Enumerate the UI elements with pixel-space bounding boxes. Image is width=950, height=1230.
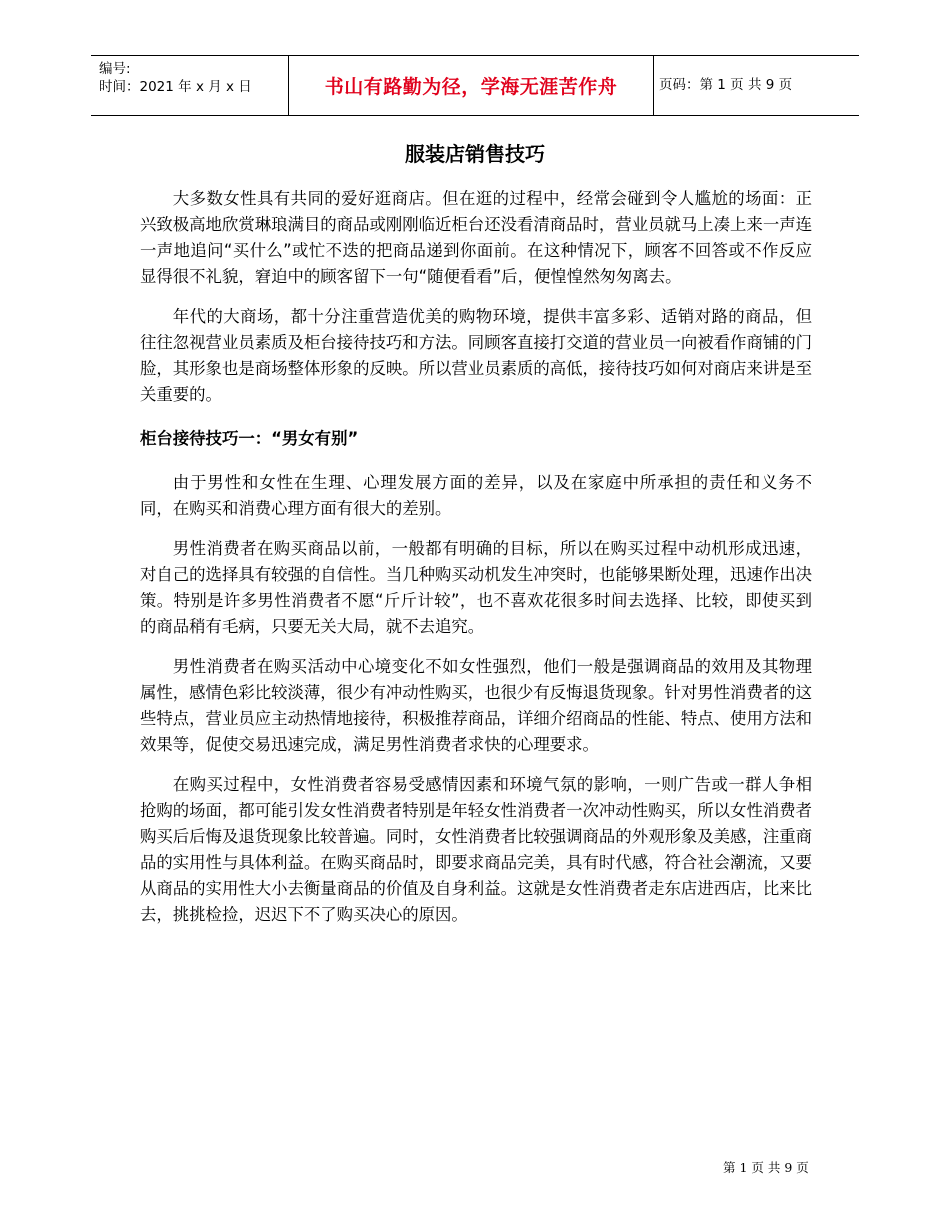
section-paragraph-3: 男性消费者在购买活动中心境变化不如女性强烈，他们一般是强调商品的效用及其物理属性，感情色彩比较淡薄，很少有冲动性购买，也很少有反悔退货现象。针对男性消费者的这些特点，营业员应主动热情地接待，积极推荐商品，详细介绍商品的性能、特点、使用方法和效果等，促使交易迅速完成，满足男性消费者求快的心理要求。 xyxy=(140,657,813,754)
header-page-info: 页码：第 1 页 共 9 页 xyxy=(659,77,793,93)
header-motto: 书山有路勤为径，学海无涯苦作舟 xyxy=(324,76,618,98)
header-motto-cell xyxy=(288,56,654,115)
header-meta xyxy=(99,60,252,96)
document-time-label: 时间：2021 年 x 月 x 日 xyxy=(99,79,252,95)
intro-paragraph-2: 年代的大商场，都十分注重营造优美的购物环境，提供丰富多彩、适销对路的商品，但往往忽视营业员素质及柜台接待技巧和方法。同顾客直接打交道的营业员一向被看作商铺的门脸，其形象也是商场整体形象的反映。所以营业员素质的高低，接待技巧如何对商店来讲是至关重要的。 xyxy=(140,307,813,404)
section-paragraph-4: 在购买过程中，女性消费者容易受感情因素和环境气氛的影响，一则广告或一群人争相抢购的场面，都可能引发女性消费者特别是年轻女性消费者一次冲动性购买，所以女性消费者购买后后悔及退货现象比较普遍。同时，女性消费者比较强调商品的外观形象及美感，注重商品的实用性与具体利益。在购买商品时，即要求商品完美，具有时代感，符合社会潮流，又要从商品的实用性大小去衡量商品的价值及自身利益。这就是女性消费者走东店进西店，比来比去，挑挑检捡，迟迟下不了购买决心的原因。 xyxy=(140,775,813,924)
page-header xyxy=(91,55,859,116)
document-title: 服装店销售技巧 xyxy=(405,142,545,166)
section-heading: 柜台接待技巧一：“男女有别” xyxy=(140,429,359,448)
intro-paragraph-1: 大多数女性具有共同的爱好逛商店。但在逛的过程中，经常会碰到令人尴尬的场面：正兴致极高地欣赏琳琅满目的商品或刚刚临近柜台还没看清商品时，营业员就马上凑上来一声连一声地追问“买什么”或忙不迭的把商品递到你面前。在这种情况下，顾客不回答或不作反应显得很不礼貌，窘迫中的顾客留下一句“随便看看”后，便惶惶然匆匆离去。 xyxy=(140,189,813,286)
document-body xyxy=(140,186,812,942)
page-footer: 第 1 页 共 9 页 xyxy=(723,1160,809,1175)
section-paragraph-1: 由于男性和女性在生理、心理发展方面的差异，以及在家庭中所承担的责任和义务不同，在购买和消费心理方面有很大的差别。 xyxy=(140,473,812,518)
section-paragraph-2: 男性消费者在购买商品以前，一般都有明确的目标，所以在购买过程中动机形成迅速，对自己的选择具有较强的自信性。当几种购买动机发生冲突时，也能够果断处理，迅速作出决策。特别是许多男性消费者不愿“斤斤计较”，也不喜欢花很多时间去选择、比较，即使买到的商品稍有毛病，只要无关大局，就不去追究。 xyxy=(140,539,813,636)
document-number-label: 编号: xyxy=(99,61,131,77)
